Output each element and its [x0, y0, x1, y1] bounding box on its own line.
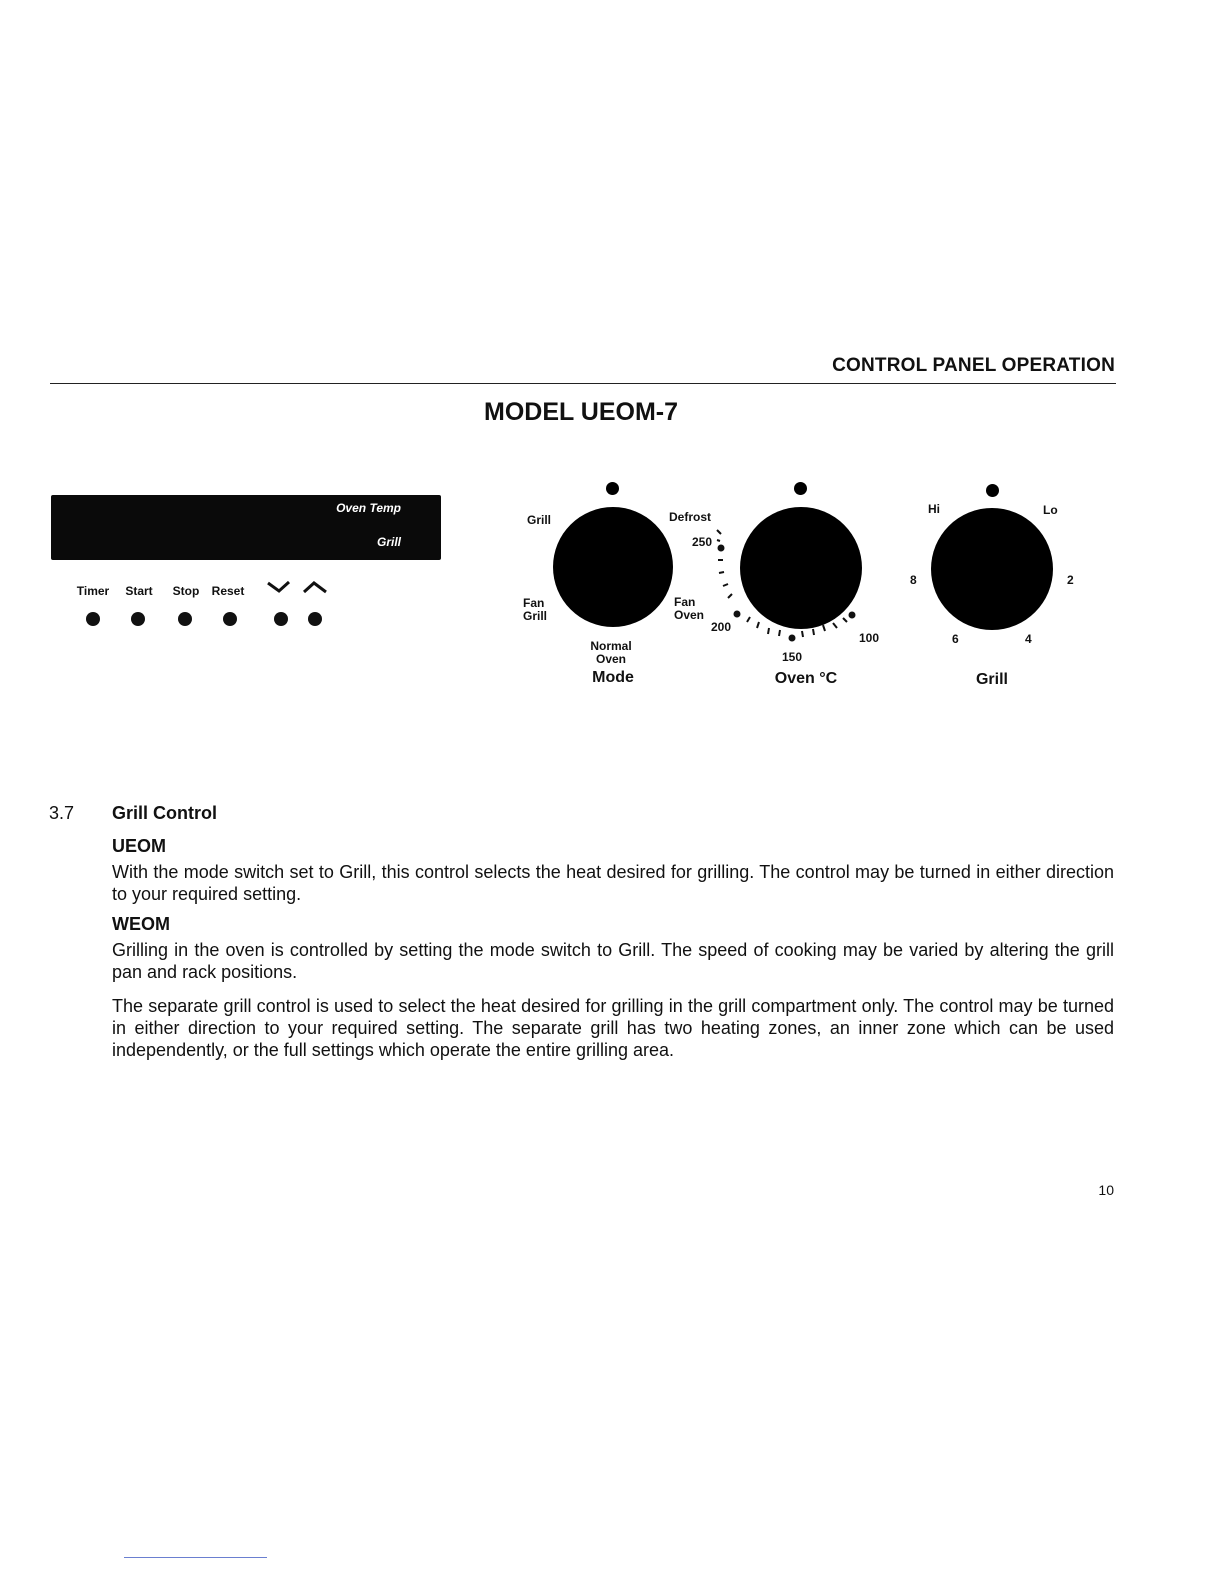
arrow-icons	[266, 580, 336, 596]
mode-knob-title: Mode	[592, 669, 634, 686]
section-header-title: CONTROL PANEL OPERATION	[832, 355, 1115, 376]
footer-rule	[124, 1557, 267, 1558]
down-chevron-icon	[268, 582, 289, 591]
model-title: MODEL UEOM-7	[484, 398, 678, 426]
up-chevron-icon	[304, 583, 326, 592]
grill-knob-indicator	[986, 484, 999, 497]
start-button[interactable]	[131, 612, 145, 626]
grill-knob[interactable]	[931, 508, 1053, 630]
header-divider	[50, 383, 1116, 384]
page-number: 10	[1098, 1182, 1114, 1198]
display-panel	[51, 495, 441, 560]
mode-normal-oven-label: Normal Oven	[590, 639, 632, 666]
grill-8-label: 8	[910, 573, 917, 587]
reset-label: Reset	[211, 584, 245, 598]
ueom-paragraph: With the mode switch set to Grill, this control selects the heat desired for grilling. The control may be turned in either direction to your required setting.	[112, 862, 1114, 904]
timer-label: Timer	[76, 584, 110, 598]
grill-hi-label: Hi	[928, 502, 940, 516]
oven-150-label: 150	[782, 650, 803, 664]
mode-knob[interactable]	[553, 507, 673, 627]
oven-knob-title: Oven °C	[774, 670, 838, 687]
stop-label: Stop	[172, 584, 200, 598]
display-oven-temp-label: Oven Temp	[336, 501, 401, 515]
ueom-heading: UEOM	[112, 836, 166, 856]
weom-paragraph-1: Grilling in the oven is controlled by setting the mode switch to Grill. The speed of cooking may be varied by altering the grill pan and rack positions.	[112, 940, 1114, 982]
weom-heading: WEOM	[112, 914, 170, 934]
section-title: Grill Control	[112, 803, 217, 823]
reset-button[interactable]	[223, 612, 237, 626]
section-number: 3.7	[49, 803, 75, 823]
mode-grill-label: Grill	[527, 513, 552, 527]
grill-lo-label: Lo	[1043, 503, 1058, 517]
timer-button[interactable]	[86, 612, 100, 626]
oven-knob-indicator	[794, 482, 807, 495]
start-label: Start	[125, 584, 153, 598]
grill-6-label: 6	[952, 632, 959, 646]
grill-4-label: 4	[1025, 632, 1032, 646]
up-button[interactable]	[308, 612, 322, 626]
stop-button[interactable]	[178, 612, 192, 626]
mode-fan-grill-label: Fan Grill	[523, 596, 548, 623]
down-button[interactable]	[274, 612, 288, 626]
mode-defrost-label: Defrost	[669, 510, 712, 524]
grill-2-label: 2	[1067, 573, 1074, 587]
oven-100-label: 100	[859, 631, 880, 645]
mode-fan-oven-label: Fan Oven	[674, 595, 705, 622]
oven-250-label: 250	[692, 535, 713, 549]
oven-200-label: 200	[711, 620, 732, 634]
grill-knob-title: Grill	[975, 671, 1008, 688]
weom-paragraph-2: The separate grill control is used to select the heat desired for grilling in the grill compartment only. The control may be turned in either direction to your required setting. The separate grill has two heating zones, an inner zone which can be used independently, or the full settings which operate the entire grilling area.	[112, 996, 1114, 1060]
mode-knob-indicator	[606, 482, 619, 495]
display-grill-label: Grill	[376, 535, 401, 549]
